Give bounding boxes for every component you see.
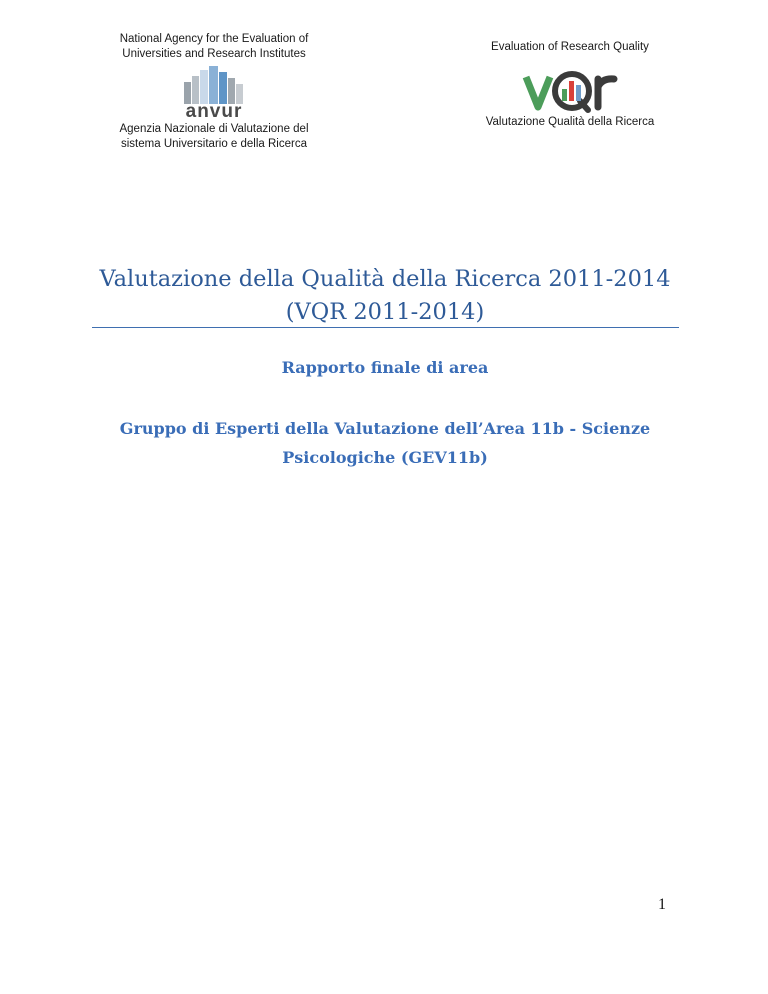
vqr-logo-block <box>480 40 660 130</box>
anvur-wordmark: anvur <box>185 101 243 122</box>
group-title-line-1: Gruppo di Esperti della Valutazione dell’Area 11b - Scienze <box>119 419 651 438</box>
report-subtitle: Rapporto finale di area <box>281 358 489 377</box>
document-title-line-1: Valutazione della Qualità della Ricerca 2011-2014 <box>99 266 671 292</box>
group-title-line-2: Psicologiche (GEV11b) <box>282 448 488 467</box>
vqr-logo-icon <box>520 63 620 113</box>
anvur-caption-it-2: sistema Universitario e della Ricerca <box>121 138 307 150</box>
anvur-caption-en-2: Universities and Research Institutes <box>122 48 306 60</box>
anvur-caption-it-1: Agenzia Nazionale di Valutazione del <box>119 123 309 135</box>
anvur-logo-block <box>104 32 324 152</box>
title-divider <box>92 327 679 328</box>
page-number: 1 <box>658 896 666 913</box>
anvur-caption-en-1: National Agency for the Evaluation of <box>119 33 309 45</box>
anvur-books-icon <box>182 66 246 104</box>
vqr-caption-en: Evaluation of Research Quality <box>491 41 649 53</box>
vqr-caption-it: Valutazione Qualità della Ricerca <box>485 116 655 128</box>
document-title-line-2: (VQR 2011-2014) <box>285 299 485 325</box>
